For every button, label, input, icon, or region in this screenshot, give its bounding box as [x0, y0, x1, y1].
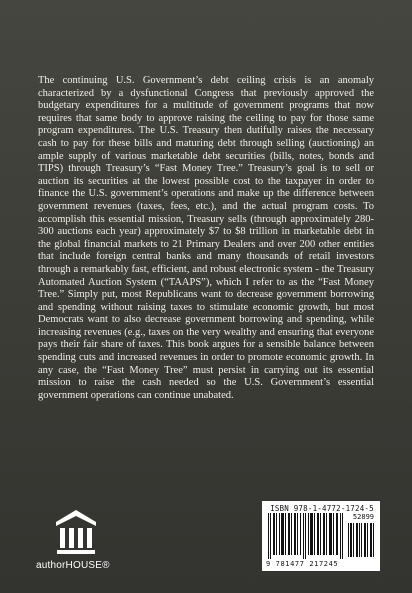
ean-digits: 9 781477 217245	[266, 560, 339, 568]
isbn-number: ISBN 978-1-4772-1724-5	[270, 504, 374, 513]
price-barcode-bars	[348, 523, 374, 557]
book-description: The continuing U.S. Government’s debt ceiling crisis is an anomaly characterized by a dysfunctional Congress that previously approved the budgetary expenditures for a multitude of government programs that now requires that same body to approve raising the ceiling to pay for those same program expenditures. The U.S. Treasury then dutifully raises the necessary cash to pay for these bills and maturing debt through selling (auctioning) an ample supply of various marketable debt securities (bills, notes, bonds and TIPS) through Treasury’s “Fast Money Tree.” Treasury’s goal is to sell or auction its securities at the lowest possible cost to the taxpayer in order to finance the U.S. government’s operations and make up the difference between government revenues (taxes, fees, etc.), and the actual program costs. To accomplish this essential mission, Treasury sells (through approximately 280-300 auctions each year) approximately $7 to $8 trillion in marketable debt in the global financial markets to 21 Primary Dealers and over 200 other entities that include foreign central banks and many thousands of retail investors through a remarkably fast, efficient, and robust electronic system - the Treasury Automated Auction System (“TAAPS”), which I refer to as the “Fast Money Tree.” Simply put, most Republicans want to decrease government borrowing and spending without raising taxes to stimulate economic growth, but most Democrats want to also decrease government borrowing and spending, while increasing revenues (e.g., taxes on the very wealthy and ensuring that everyone pays their fair share of taxes. This book argues for a sensible balance between spending cuts and increased revenues in order to promote economic growth. In any case, the “Fast Money Tree” must persist in carrying out its essential mission to raise the cash needed so the U.S. Government’s essential government operations can continue unabated.	[38, 75, 374, 401]
publisher-logo	[36, 508, 116, 571]
publisher-house-icon	[54, 508, 98, 556]
publisher-name: authorHOUSE®	[36, 560, 110, 571]
barcode-bars	[268, 513, 344, 559]
price-code: 52899	[352, 513, 374, 521]
isbn-barcode	[262, 501, 380, 571]
